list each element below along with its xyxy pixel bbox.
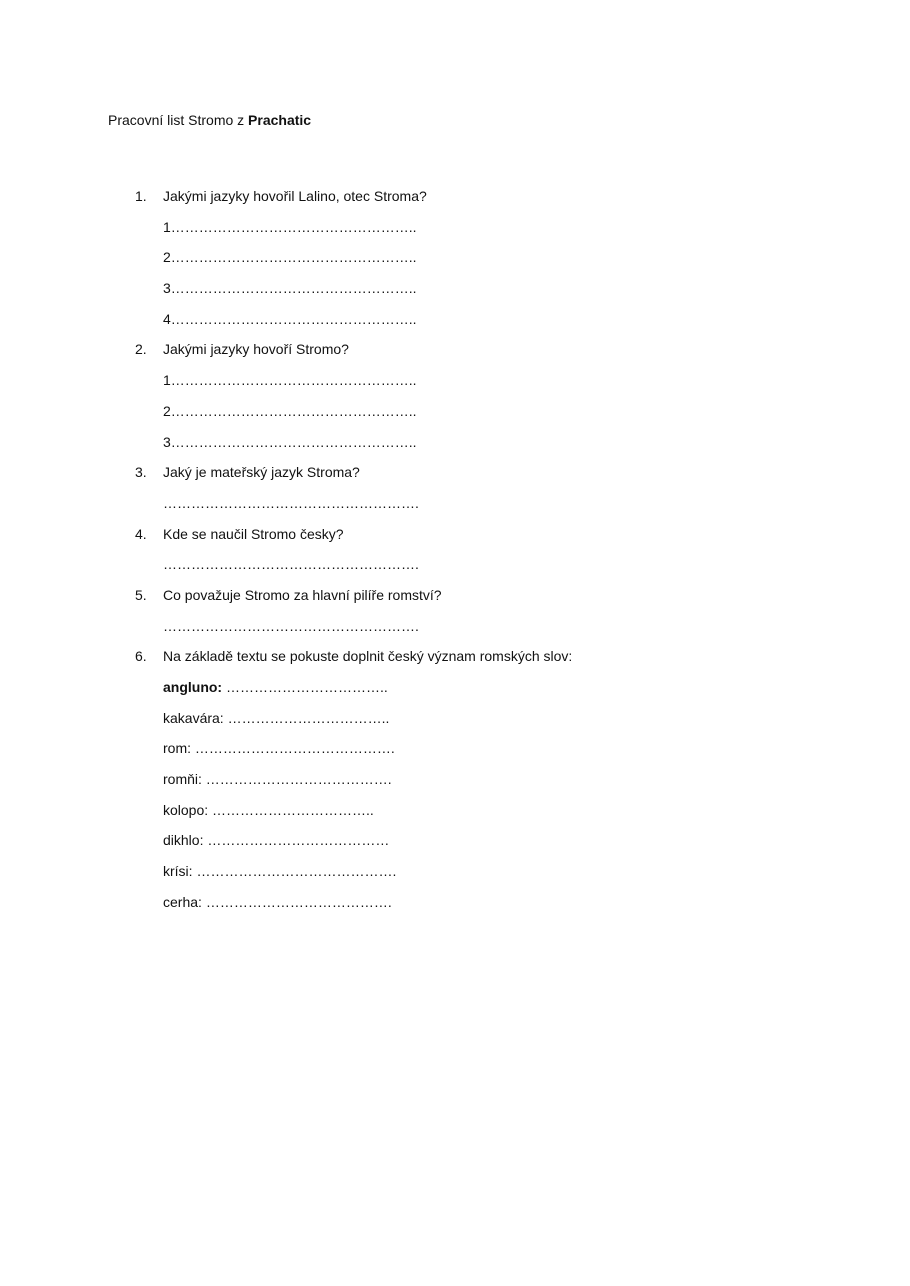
word-row-angluno[interactable] bbox=[0, 678, 910, 709]
answer-blank: 3…………………………………………….. bbox=[163, 280, 417, 297]
title-text: Pracovní list Stromo z bbox=[108, 112, 249, 128]
question-number: 3. bbox=[135, 464, 147, 481]
answer-blank: ………………………………………………. bbox=[163, 617, 419, 634]
answer-line[interactable] bbox=[0, 617, 910, 648]
answer-line[interactable] bbox=[0, 279, 910, 310]
question-text: Na základě textu se pokuste doplnit český význam romských slov: bbox=[163, 648, 573, 665]
word-term: cerha: bbox=[163, 893, 202, 910]
answer-blank: ………………………………………………. bbox=[163, 494, 419, 511]
word-term: kakavára: bbox=[163, 709, 224, 726]
word-row-rom[interactable] bbox=[0, 739, 910, 770]
word-blank: ……………………………………. bbox=[194, 740, 395, 757]
question-number: 1. bbox=[135, 188, 147, 204]
word-row-dikhlo[interactable] bbox=[0, 831, 910, 862]
question-6 bbox=[0, 647, 910, 678]
answer-blank: ………………………………………………. bbox=[163, 556, 419, 573]
answer-line[interactable] bbox=[0, 402, 910, 433]
question-text: Jaký je mateřský jazyk Stroma? bbox=[163, 464, 360, 481]
question-text: Kde se naučil Stromo česky? bbox=[163, 525, 344, 542]
word-row-kakavara[interactable] bbox=[0, 709, 910, 740]
word-row-kolopo[interactable] bbox=[0, 801, 910, 832]
question-number: 6. bbox=[135, 648, 147, 665]
question-number: 2. bbox=[135, 341, 147, 358]
word-blank: ………………………………… bbox=[207, 832, 390, 849]
question-number: 5. bbox=[135, 586, 147, 603]
question-5 bbox=[0, 586, 910, 617]
question-1 bbox=[0, 187, 910, 218]
answer-line[interactable] bbox=[0, 248, 910, 279]
word-term: kolopo: bbox=[163, 801, 209, 818]
word-blank: …………………………….. bbox=[227, 709, 390, 726]
word-row-romni[interactable] bbox=[0, 770, 910, 801]
question-4 bbox=[0, 525, 910, 556]
answer-line[interactable] bbox=[0, 218, 910, 249]
answer-blank: 2…………………………………………….. bbox=[163, 249, 417, 266]
answer-line[interactable] bbox=[0, 433, 910, 464]
word-row-cerha[interactable] bbox=[0, 893, 910, 924]
word-blank: …………………………….. bbox=[226, 679, 388, 695]
word-row-krisi[interactable] bbox=[0, 862, 910, 893]
word-term: romňi: bbox=[163, 771, 202, 788]
answer-line[interactable] bbox=[0, 494, 910, 525]
word-term: krísi: bbox=[163, 863, 193, 880]
answer-blank: 1…………………………………………….. bbox=[163, 372, 417, 389]
page-title bbox=[108, 111, 311, 129]
word-term: dikhlo: bbox=[163, 832, 204, 849]
question-number: 4. bbox=[135, 525, 147, 542]
question-list bbox=[0, 187, 910, 924]
answer-blank: 3…………………………………………….. bbox=[163, 433, 417, 450]
question-text: Co považuje Stromo za hlavní pilíře romství? bbox=[163, 586, 442, 603]
question-text: Jakými jazyky hovoří Stromo? bbox=[163, 341, 349, 358]
word-blank: …………………………………. bbox=[205, 771, 392, 788]
word-term: rom: bbox=[163, 740, 191, 757]
answer-blank: 2…………………………………………….. bbox=[163, 402, 417, 419]
question-text: Jakými jazyky hovořil Lalino, otec Stroma? bbox=[163, 188, 427, 204]
answer-line[interactable] bbox=[0, 555, 910, 586]
answer-line[interactable] bbox=[0, 371, 910, 402]
answer-blank: 4…………………………………………….. bbox=[163, 310, 417, 327]
question-3 bbox=[0, 463, 910, 494]
word-term: angluno: bbox=[163, 679, 223, 695]
answer-blank: 1…………………………………………….. bbox=[163, 218, 417, 235]
word-blank: …………………………….. bbox=[212, 801, 374, 818]
word-blank: ……………………………………. bbox=[196, 863, 397, 880]
answer-line[interactable] bbox=[0, 310, 910, 341]
word-blank: …………………………………. bbox=[205, 893, 392, 910]
question-2 bbox=[0, 340, 910, 371]
title-bold-text: Prachatic bbox=[248, 112, 312, 128]
